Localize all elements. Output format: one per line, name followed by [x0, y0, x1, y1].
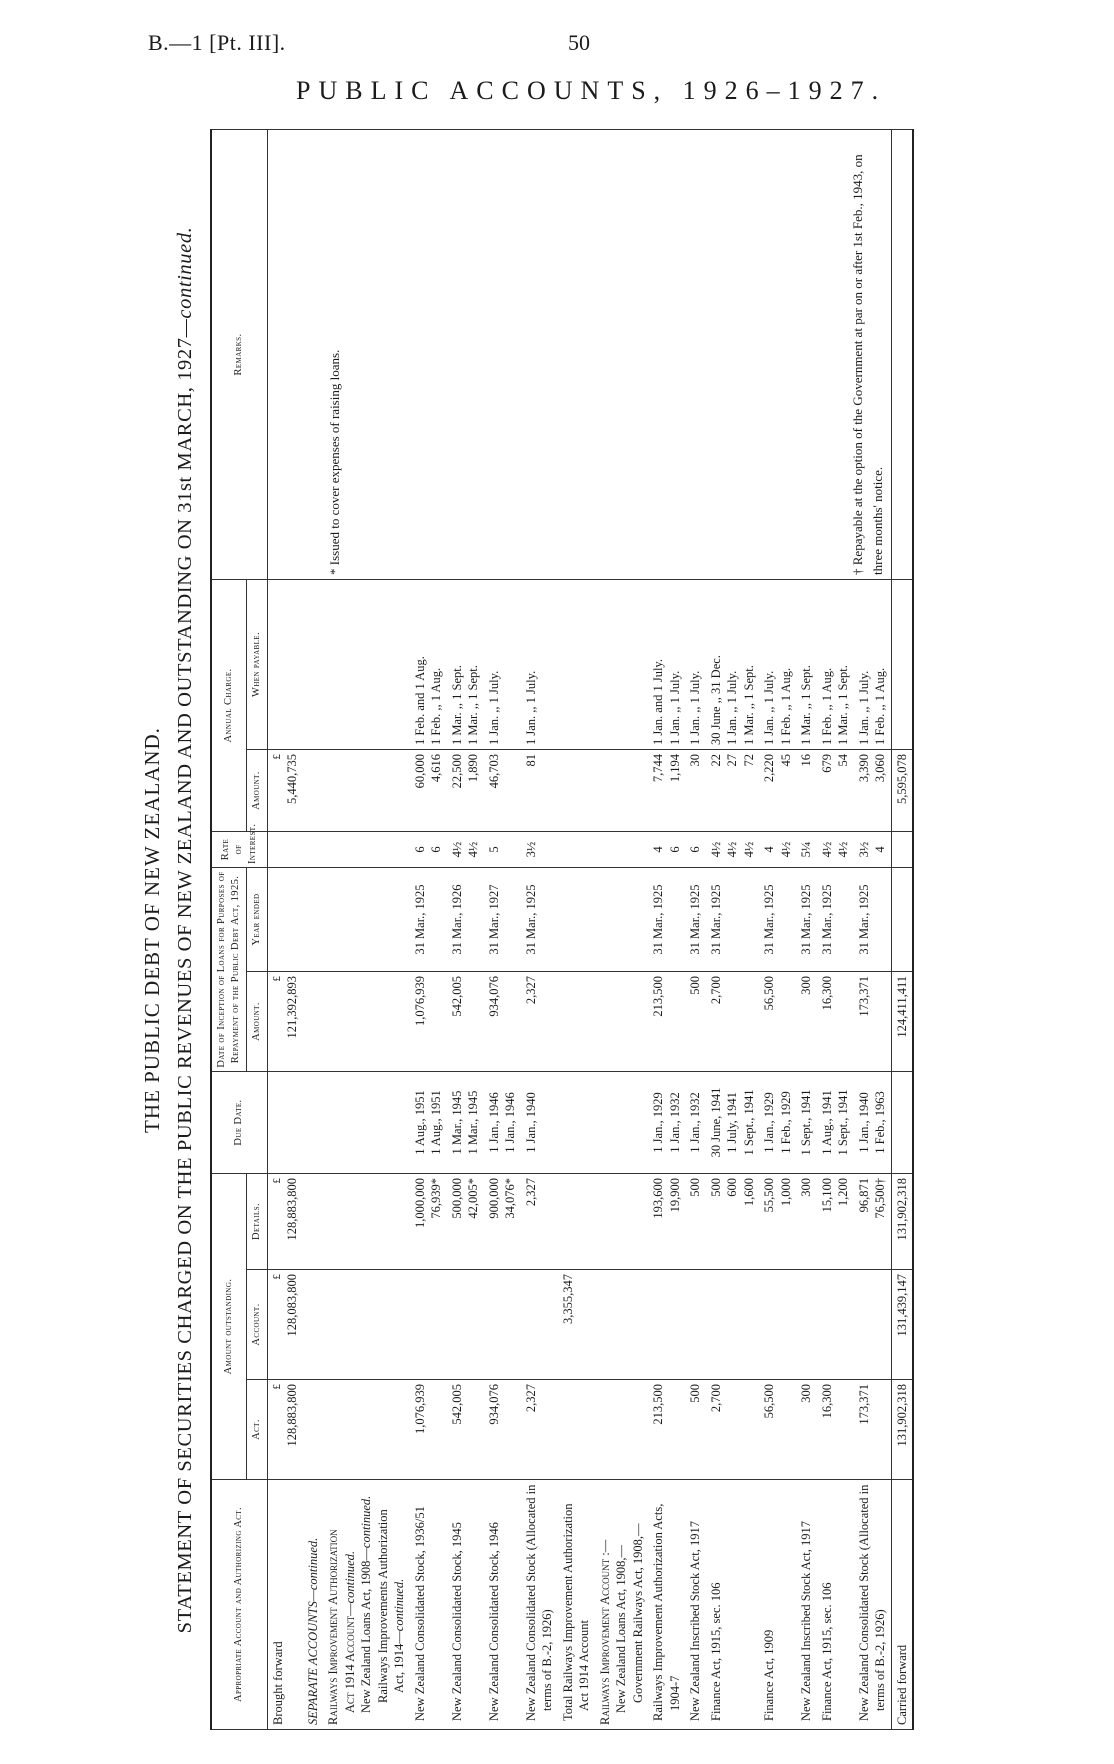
- remark-repayable: † Repayable at the option of the Government at par on or after 1st Feb., 1943, on three months' notice.: [595, 129, 892, 579]
- payable-dates: 1 Mar. ,, 1 Sept.: [449, 665, 464, 745]
- due-date: 1 Jan., 1929: [762, 1092, 777, 1153]
- page-header: [0, 0, 1114, 120]
- interest-rates: [410, 832, 447, 868]
- act-amount: 300: [796, 1380, 817, 1480]
- interest-rate: 6: [688, 846, 703, 853]
- security-label: New Zealand Consolidated Stock, 1945: [447, 1480, 484, 1730]
- interest-rate: 6: [412, 846, 427, 853]
- interest-rates: [854, 832, 892, 868]
- rly1914-sub1-continued: continued.: [359, 1495, 374, 1549]
- cf-inc-amount: 124,411,411: [891, 972, 913, 1072]
- due-date: 30 June, 1941: [708, 1087, 723, 1158]
- year-ended: 31 Mar., 1925: [410, 868, 447, 972]
- due-date: 1 Aug., 1951: [429, 1090, 444, 1155]
- account-amount: [759, 1270, 796, 1380]
- account-amount: [447, 1270, 484, 1380]
- rly1914-head1: Railways Improvement Authorization: [326, 1529, 341, 1725]
- rly2-heading: [595, 1480, 649, 1730]
- detail-value: 2,327: [523, 1178, 538, 1207]
- interest-rate: 4½: [819, 841, 834, 858]
- due-dates: [685, 1072, 706, 1174]
- bf-act: [267, 1380, 303, 1480]
- charge-value: 60,000: [412, 754, 427, 789]
- debt-table: [210, 129, 914, 1730]
- annual-charge-amounts: [685, 750, 706, 832]
- year-ended: 31 Mar., 1927: [484, 868, 521, 972]
- col-account: Account.: [246, 1270, 267, 1380]
- payable-dates: 1 Jan. ,, 1 July.: [667, 670, 682, 745]
- payable-dates: 1 Feb. ,, 1 Aug.: [778, 667, 793, 745]
- charge-value: 1,890: [466, 754, 481, 783]
- interest-rates: [484, 832, 521, 868]
- charge-value: 45: [778, 754, 793, 767]
- interest-rate: 6: [667, 846, 682, 853]
- due-dates: [521, 1072, 558, 1174]
- when-payable: [447, 579, 484, 749]
- col-details: Details.: [246, 1174, 267, 1270]
- year-ended: 31 Mar., 1925: [521, 868, 558, 972]
- act-amount: 2,327: [521, 1380, 558, 1480]
- details-amounts: [817, 1174, 854, 1270]
- due-date: 1 Jan., 1932: [667, 1092, 682, 1153]
- payable-dates: 30 June ,, 31 Dec.: [708, 655, 723, 745]
- detail-value: 55,500: [762, 1178, 777, 1213]
- due-date: 1 Mar., 1945: [449, 1090, 464, 1155]
- payable-dates: 1 Feb. ,, 1 Aug.: [429, 667, 444, 745]
- interest-rates: [759, 832, 796, 868]
- act-amount: 542,005: [447, 1380, 484, 1480]
- rly2-sub1: New Zealand Loans Act, 1908,—: [614, 1544, 629, 1713]
- detail-value: 19,900: [667, 1178, 682, 1213]
- bf-inc-amount-value: 121,392,893: [285, 976, 300, 1039]
- rly1914-sub3-continued: continued.: [392, 1578, 407, 1632]
- charge-value: 16: [799, 754, 814, 767]
- year-ended: 31 Mar., 1925: [854, 868, 892, 972]
- charge-value: 1,194: [667, 754, 682, 783]
- details-amounts: [706, 1174, 760, 1270]
- when-payable: [484, 579, 521, 749]
- detail-value: 42,005*: [466, 1178, 481, 1219]
- rly1914-total-label: Total Railways Improvement Authorization Act 1914 Account: [558, 1480, 595, 1730]
- col-amount-outstanding: Amount outstanding.: [211, 1174, 246, 1480]
- payable-dates: 1 Feb. and 1 Aug.: [412, 656, 427, 745]
- due-date: 1 Aug., 1951: [412, 1090, 427, 1155]
- details-amounts: [521, 1174, 558, 1270]
- charge-value: 30: [688, 754, 703, 767]
- cf-remarks: [891, 129, 913, 579]
- pound-sign: £: [270, 754, 283, 760]
- table-head: [211, 129, 267, 1729]
- brought-forward-label: Brought forward: [267, 1480, 303, 1730]
- charge-value: 46,703: [486, 754, 501, 789]
- interest-rate: 3½: [856, 841, 871, 858]
- interest-rates: [796, 832, 817, 868]
- annual-charge-amounts: [521, 750, 558, 832]
- security-label: New Zealand Consolidated Stock, 1946: [484, 1480, 521, 1730]
- rly1914-total-account: 3,355,347: [558, 1270, 595, 1380]
- rly1914-head2-continued: continued.: [342, 1550, 357, 1604]
- interest-rate: 4½: [708, 841, 723, 858]
- col-account-act: Appropriate Account and Authorizing Act.: [211, 1480, 267, 1730]
- year-ended: 31 Mar., 1925: [648, 868, 685, 972]
- cf-details: 131,902,318: [891, 1174, 913, 1270]
- pound-sign: £: [270, 976, 283, 982]
- payable-dates: 1 Jan. ,, 1 July.: [762, 670, 777, 745]
- due-dates: [759, 1072, 796, 1174]
- charge-value: 81: [523, 754, 538, 767]
- due-date: 1 Aug., 1941: [819, 1090, 834, 1155]
- year-ended: 31 Mar., 1925: [759, 868, 796, 972]
- security-label: New Zealand Inscribed Stock Act, 1917: [685, 1480, 706, 1730]
- security-label: Finance Act, 1909: [759, 1480, 796, 1730]
- statement-title: THE PUBLIC DEBT OF NEW ZEALAND.: [140, 727, 164, 1133]
- security-label: New Zealand Consolidated Stock (Allocated in terms of B.-2, 1926): [854, 1480, 892, 1730]
- details-amounts: [796, 1174, 817, 1270]
- rly2-sub2: Government Railways Act, 1908,—: [630, 1523, 645, 1703]
- due-dates: [706, 1072, 760, 1174]
- due-date: 1 Jan., 1940: [523, 1092, 538, 1153]
- rly2-heading-row: [595, 129, 649, 1729]
- col-when-payable: When payable.: [246, 579, 267, 749]
- account-amount: [817, 1270, 854, 1380]
- charge-value: 3,060: [873, 754, 888, 783]
- charge-value: 54: [836, 754, 851, 767]
- payable-dates: 1 Jan. ,, 1 July.: [486, 670, 501, 745]
- detail-value: 600: [725, 1178, 740, 1197]
- act-amount: 934,076: [484, 1380, 521, 1480]
- col-rate: Rate of Interest.: [211, 832, 267, 868]
- due-dates: [484, 1072, 521, 1174]
- col-year-ended: Year ended: [246, 868, 267, 972]
- cf-act: 131,902,318: [891, 1380, 913, 1480]
- rly1914-sub1: New Zealand Loans Act, 1908—: [359, 1548, 374, 1713]
- interest-rate: 4½: [778, 841, 793, 858]
- interest-rate: 5¼: [799, 841, 814, 858]
- account-amount: [706, 1270, 760, 1380]
- due-dates: [447, 1072, 484, 1174]
- annual-charge-amounts: [854, 750, 892, 832]
- payable-dates: 1 Jan. and 1 July.: [651, 659, 666, 745]
- detail-value: 900,000: [486, 1178, 501, 1219]
- act-amount: 1,076,939: [410, 1380, 447, 1480]
- account-amount: [648, 1270, 685, 1380]
- page-subtitle: PUBLIC ACCOUNTS, 1926–1927.: [296, 76, 887, 105]
- when-payable: [759, 579, 796, 749]
- due-dates: [817, 1072, 854, 1174]
- account-amount: [796, 1270, 817, 1380]
- bf-details: [267, 1174, 303, 1270]
- annual-charge-amounts: [817, 750, 854, 832]
- due-date: 1 Sept., 1941: [741, 1089, 756, 1156]
- detail-value: 500,000: [449, 1178, 464, 1219]
- bf-remarks: [267, 129, 303, 579]
- bf-rate: [267, 832, 303, 868]
- cf-when: [891, 579, 913, 749]
- due-date: 1 Feb., 1929: [778, 1091, 793, 1154]
- bf-act-value: 128,883,800: [285, 1384, 300, 1447]
- report-reference: B.—1 [Pt. III].: [148, 30, 286, 55]
- payable-dates: 1 Jan. ,, 1 July.: [725, 670, 740, 745]
- when-payable: [521, 579, 558, 749]
- annual-charge-amounts: [796, 750, 817, 832]
- payable-dates: 1 Mar. ,, 1 Sept.: [799, 665, 814, 745]
- act-amount: 213,500: [648, 1380, 685, 1480]
- due-date: 1 Jan., 1946: [503, 1092, 518, 1153]
- security-label: Finance Act, 1915, sec. 106: [817, 1480, 854, 1730]
- when-payable: [796, 579, 817, 749]
- bf-inc-amount: [267, 972, 303, 1072]
- interest-rate: 4: [873, 846, 888, 853]
- interest-rate: 4: [762, 846, 777, 853]
- inception-amount: 56,500: [759, 972, 796, 1072]
- security-label: Railways Improvement Authorization Acts, 1904-7: [648, 1480, 685, 1730]
- annual-charge-amounts: [706, 750, 760, 832]
- when-payable: [648, 579, 685, 749]
- table-body: [267, 129, 913, 1729]
- due-date: 1 Mar., 1945: [466, 1090, 481, 1155]
- year-ended: 31 Mar., 1925: [817, 868, 854, 972]
- separate-accounts-row: [303, 129, 324, 1729]
- when-payable: [817, 579, 854, 749]
- charge-value: 679: [819, 754, 834, 773]
- interest-rate: 4½: [741, 841, 756, 858]
- account-amount: [521, 1270, 558, 1380]
- payable-dates: 1 Jan. ,, 1 July.: [523, 670, 538, 745]
- bf-details-value: 128,883,800: [285, 1178, 300, 1241]
- detail-value: 1,200: [836, 1178, 851, 1207]
- rly1914-sub3: Act, 1914—: [392, 1631, 407, 1693]
- rly1914-head2: Act 1914 Account—: [342, 1603, 357, 1713]
- detail-value: 15,100: [819, 1178, 834, 1213]
- cf-rate: [891, 832, 913, 868]
- bf-charge-value: 5,440,735: [285, 754, 300, 804]
- interest-rate: 4½: [725, 841, 740, 858]
- act-amount: 2,700: [706, 1380, 760, 1480]
- separate-accounts-heading: SEPARATE ACCOUNTS—continued.: [303, 1480, 324, 1730]
- account-amount: [410, 1270, 447, 1380]
- payable-dates: 1 Feb. ,, 1 Aug.: [873, 667, 888, 745]
- charge-value: 22: [708, 754, 723, 767]
- interest-rate: 3½: [523, 841, 538, 858]
- act-amount: 173,371: [854, 1380, 892, 1480]
- interest-rate: 4½: [466, 841, 481, 858]
- charge-value: 22,500: [449, 754, 464, 789]
- act-amount: 56,500: [759, 1380, 796, 1480]
- bf-account-value: 128,083,800: [285, 1274, 300, 1337]
- interest-rates: [447, 832, 484, 868]
- security-label: New Zealand Consolidated Stock, 1936/51: [410, 1480, 447, 1730]
- interest-rate: 4½: [449, 841, 464, 858]
- charge-value: 7,744: [651, 754, 666, 783]
- details-amounts: [759, 1174, 796, 1270]
- account-amount: [854, 1270, 892, 1380]
- detail-value: 76,500†: [873, 1178, 888, 1219]
- act-amount: 16,300: [817, 1380, 854, 1480]
- act-amount: 500: [685, 1380, 706, 1480]
- col-remarks: Remarks.: [211, 129, 267, 579]
- rly2-head: Railways Improvement Account :—: [597, 1539, 612, 1725]
- annual-charge-amounts: [410, 750, 447, 832]
- inception-amount: 500: [685, 972, 706, 1072]
- due-date: 1 Sept., 1941: [799, 1089, 814, 1156]
- detail-value: 1,000,000: [412, 1178, 427, 1228]
- rly1914-heading: [323, 1480, 410, 1730]
- cf-charge: 5,595,078: [891, 750, 913, 832]
- payable-dates: 1 Mar. ,, 1 Sept.: [741, 665, 756, 745]
- year-ended: 31 Mar., 1925: [796, 868, 817, 972]
- annual-charge-amounts: [648, 750, 685, 832]
- interest-rate: 6: [429, 846, 444, 853]
- details-amounts: [484, 1174, 521, 1270]
- account-amount: [685, 1270, 706, 1380]
- inception-amount: 2,327: [521, 972, 558, 1072]
- interest-rate: 5: [486, 846, 501, 853]
- col-inception-amount: Amount.: [246, 972, 267, 1072]
- bf-charge: [267, 750, 303, 832]
- year-ended: 31 Mar., 1925: [685, 868, 706, 972]
- bf-account: [267, 1270, 303, 1380]
- year-ended: 31 Mar., 1926: [447, 868, 484, 972]
- col-act: Act.: [246, 1380, 267, 1480]
- due-dates: [410, 1072, 447, 1174]
- inception-amount: 300: [796, 972, 817, 1072]
- when-payable: [854, 579, 892, 749]
- inception-amount: 213,500: [648, 972, 685, 1072]
- brought-forward-row: [267, 129, 303, 1729]
- when-payable: [706, 579, 760, 749]
- interest-rates: [685, 832, 706, 868]
- inception-amount: 173,371: [854, 972, 892, 1072]
- detail-value: 76,939*: [429, 1178, 444, 1219]
- details-amounts: [447, 1174, 484, 1270]
- due-date: 1 Jan., 1932: [688, 1092, 703, 1153]
- detail-value: 193,600: [651, 1178, 666, 1219]
- due-date: 1 July, 1941: [725, 1092, 740, 1153]
- charge-value: 3,390: [856, 754, 871, 783]
- cf-year: [891, 868, 913, 972]
- statement-subtitle-text: STATEMENT OF SECURITIES CHARGED ON THE PUBLIC REVENUES OF NEW ZEALAND AND OUTSTANDING ON 31st MARCH, 1927: [174, 337, 196, 1634]
- due-date: 1 Jan., 1929: [651, 1092, 666, 1153]
- pound-sign: £: [270, 1384, 283, 1390]
- security-label: Finance Act, 1915, sec. 106: [706, 1480, 760, 1730]
- due-date: 1 Feb., 1963: [873, 1091, 888, 1154]
- charge-value: 72: [741, 754, 756, 767]
- inception-amount: 2,700: [706, 972, 760, 1072]
- cf-due: [891, 1072, 913, 1174]
- charge-value: 27: [725, 754, 740, 767]
- due-dates: [796, 1072, 817, 1174]
- detail-value: 500: [688, 1178, 703, 1197]
- details-amounts: [854, 1174, 892, 1270]
- inception-amount: 934,076: [484, 972, 521, 1072]
- due-date: 1 Sept., 1941: [836, 1089, 851, 1156]
- annual-charge-amounts: [447, 750, 484, 832]
- pound-sign: £: [270, 1274, 283, 1280]
- detail-value: 300: [799, 1178, 814, 1197]
- inception-amount: 542,005: [447, 972, 484, 1072]
- charge-value: 2,220: [762, 754, 777, 783]
- payable-dates: 1 Feb. ,, 1 Aug.: [819, 667, 834, 745]
- due-date: 1 Jan., 1940: [856, 1092, 871, 1153]
- payable-dates: 1 Jan. ,, 1 July.: [688, 670, 703, 745]
- col-inception: Date of Inception of Loans for Purposes of Repayment of the Public Debt Act, 1925.: [211, 868, 246, 1072]
- interest-rates: [817, 832, 854, 868]
- details-amounts: [648, 1174, 685, 1270]
- interest-rates: [706, 832, 760, 868]
- payable-dates: 1 Mar. ,, 1 Sept.: [466, 665, 481, 745]
- col-annual-charge: Annual Charge.: [211, 579, 246, 831]
- rly1914-heading-row: [323, 129, 410, 1729]
- inception-amount: 1,076,939: [410, 972, 447, 1072]
- due-date: 1 Jan., 1946: [486, 1092, 501, 1153]
- pound-sign: £: [270, 1178, 283, 1184]
- remark-expenses: * Issued to cover expenses of raising loans.: [323, 129, 595, 579]
- cf-account: 131,439,147: [891, 1270, 913, 1380]
- detail-value: 1,600: [741, 1178, 756, 1207]
- interest-rates: [521, 832, 558, 868]
- when-payable: [410, 579, 447, 749]
- due-dates: [854, 1072, 892, 1174]
- detail-value: 500: [708, 1178, 723, 1197]
- security-label: New Zealand Consolidated Stock (Allocated in terms of B.-2, 1926): [521, 1480, 558, 1730]
- detail-value: 96,871: [856, 1178, 871, 1213]
- inception-amount: 16,300: [817, 972, 854, 1072]
- when-payable: [685, 579, 706, 749]
- charge-value: 4,616: [429, 754, 444, 783]
- payable-dates: 1 Mar. ,, 1 Sept.: [836, 665, 851, 745]
- account-amount: [484, 1270, 521, 1380]
- detail-value: 34,076*: [503, 1178, 518, 1219]
- detail-value: 1,000: [778, 1178, 793, 1207]
- rly1914-sub2: Railways Improvements Authorization: [375, 1509, 390, 1703]
- due-dates: [648, 1072, 685, 1174]
- bf-year: [267, 868, 303, 972]
- annual-charge-amounts: [484, 750, 521, 832]
- bf-when: [267, 579, 303, 749]
- year-ended: 31 Mar., 1925: [706, 868, 760, 972]
- col-due-date: Due Date.: [211, 1072, 267, 1174]
- annual-charge-amounts: [759, 750, 796, 832]
- interest-rate: 4: [651, 846, 666, 853]
- carried-forward-label: Carried forward: [891, 1480, 913, 1730]
- statement-subtitle-continued: —continued.: [174, 226, 196, 338]
- details-amounts: [410, 1174, 447, 1270]
- interest-rates: [648, 832, 685, 868]
- rotated-statement: [140, 130, 980, 1730]
- carried-forward-row: [891, 129, 913, 1729]
- col-charge-amount: Amount.: [246, 750, 267, 832]
- statement-subtitle: [174, 130, 210, 1730]
- security-label: New Zealand Inscribed Stock Act, 1917: [796, 1480, 817, 1730]
- details-amounts: [685, 1174, 706, 1270]
- payable-dates: 1 Jan. ,, 1 July.: [856, 670, 871, 745]
- interest-rate: 4½: [836, 841, 851, 858]
- bf-due: [267, 1072, 303, 1174]
- page-number: 50: [568, 30, 590, 55]
